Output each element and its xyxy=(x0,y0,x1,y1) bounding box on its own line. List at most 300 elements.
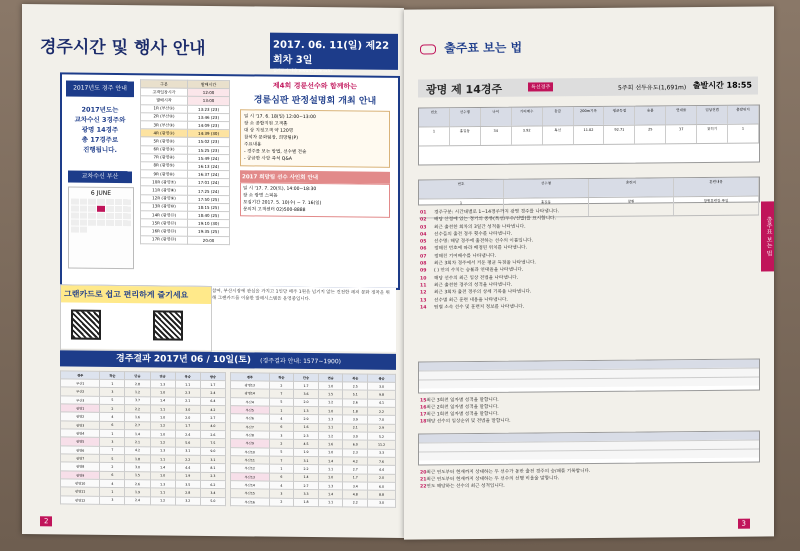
table-cell: 4.5 xyxy=(294,440,319,449)
table-row xyxy=(141,235,230,244)
form-header-cell: 연대율 xyxy=(666,106,697,124)
table-cell: 1.1 xyxy=(318,465,343,474)
form-cell: 1 xyxy=(419,199,504,218)
race-time: 15:49 (24) xyxy=(188,154,230,163)
calendar-day xyxy=(80,206,88,212)
race-label: 2R (부산②) xyxy=(141,112,188,121)
table-cell: 3 xyxy=(269,489,294,498)
table-cell: 3.3 xyxy=(368,449,396,458)
explanation-list xyxy=(420,207,750,312)
calendar-day xyxy=(71,213,79,219)
schedule-line: 진행됩니다. xyxy=(83,145,117,154)
race-time: 20:00 xyxy=(188,236,230,245)
list-number: 16 xyxy=(420,405,427,411)
race-time: 15:02 (23) xyxy=(188,138,230,147)
calendar-day xyxy=(80,220,88,226)
list-number: 10 xyxy=(420,276,427,282)
list-text: 최근 출전한 경주의 성적을 나타냅니다. xyxy=(434,282,513,289)
list-number: 11 xyxy=(420,283,427,289)
table-cell: 1.2 xyxy=(150,438,175,447)
table-cell: 4.0 xyxy=(200,422,225,431)
table-cell: 1.3 xyxy=(150,380,175,389)
table-cell: 2.7 xyxy=(294,481,319,490)
table-cell: 1.2 xyxy=(318,432,343,441)
race-time: 12:00 xyxy=(188,88,230,97)
form-header-cell: 기어배수 xyxy=(512,107,543,125)
table-cell: 1.4 xyxy=(318,490,343,499)
date-line: 2017. 06. 11(일) 제22회차 3일 xyxy=(273,39,390,67)
list-number: 17 xyxy=(420,412,427,418)
list-number: 21 xyxy=(420,477,427,483)
calendar-day xyxy=(71,227,79,233)
table-cell: 2 xyxy=(269,381,294,390)
table-cell: 2.4 xyxy=(200,389,225,398)
table-cell: 1.4 xyxy=(125,430,150,439)
race-time: 17:25 (24) xyxy=(188,187,230,196)
table-cell: 2 xyxy=(100,404,125,413)
table-header: 쌍승 xyxy=(368,374,396,382)
table-cell: 1.1 xyxy=(318,498,343,507)
form-header-cell: 선수명 xyxy=(450,108,481,126)
table-cell: 1.1 xyxy=(150,488,175,497)
list-number: 09 xyxy=(420,268,427,274)
right-page-title: 출주표 보는 법 xyxy=(444,40,523,56)
list-text: 정해진 번호에 따라 배정된 위치를 나타냅니다. xyxy=(434,246,528,252)
race-label: 4R (광명①) xyxy=(141,129,188,138)
table-cell: 1.4 xyxy=(150,396,175,405)
table-cell: 2.7 xyxy=(200,414,225,423)
form-header-cell: 번호 xyxy=(419,180,504,199)
race-badge: 특선경주 xyxy=(528,82,553,91)
table-cell: 4.8 xyxy=(343,490,368,499)
form-header-cell: 훈련지 xyxy=(589,178,674,197)
table-cell: 6.4 xyxy=(200,397,225,406)
result-title: 경주결과 2017년 06 / 10일(토) xyxy=(116,353,252,366)
table-cell: 3.0 xyxy=(368,382,396,391)
table-cell: 3.0 xyxy=(343,432,368,441)
calendar-day xyxy=(115,206,123,212)
table-cell: 7 xyxy=(269,389,294,398)
table-cell: 2.2 xyxy=(343,498,368,507)
calendar-day xyxy=(97,220,105,226)
table-cell: 7.6 xyxy=(368,457,396,466)
table-row xyxy=(231,497,396,507)
table-cell: 1.0 xyxy=(150,430,175,439)
table-cell: 4.4 xyxy=(368,465,396,474)
race-time: 17:50 (25) xyxy=(188,195,230,204)
seminar-line: 장 소 종합지원 고객홀 xyxy=(244,121,288,127)
table-cell: 1.7 xyxy=(200,380,225,389)
table-cell: 3 xyxy=(100,438,125,447)
table-cell: 1.8 xyxy=(125,455,150,464)
table-cell: 4.2 xyxy=(200,405,225,414)
table-cell: 광명5 xyxy=(61,437,100,446)
table-cell: 1.3 xyxy=(318,482,343,491)
table-header: 복승 xyxy=(343,374,368,382)
calendar-day xyxy=(80,199,88,205)
table-header: 구분 xyxy=(141,80,188,89)
table-cell: 1.0 xyxy=(150,388,175,397)
card-promo xyxy=(60,284,396,352)
table-cell: 2.4 xyxy=(125,496,150,505)
race-label: 8R (광명⑤) xyxy=(141,162,188,171)
table-cell: 7 xyxy=(269,456,294,465)
list-text: 경주구분: 시간대별로 1~14경주까지 광명 경주를 나타냅니다. xyxy=(434,209,559,216)
race-time: 13:46 (23) xyxy=(188,113,230,122)
list-text: 최근 연도부터 현재까지 상대하는 두 선수의 선행 비율을 말합니다. xyxy=(426,476,560,483)
seminar-line: - 궁금한 사항 즉석 Q&A xyxy=(244,156,292,162)
table-cell: 3.0 xyxy=(368,499,396,508)
table-cell: 광명8 xyxy=(61,462,100,471)
table-header: 발매시간 xyxy=(188,80,230,89)
table-cell: 1.7 xyxy=(343,473,368,482)
race-time: 15:25 (23) xyxy=(188,146,230,155)
race-time: 14:09 (23) xyxy=(188,121,230,130)
table-cell: 7 xyxy=(100,446,125,455)
list-text: 최근 3회차 경주에서 거둔 평균 득점을 나타냅니다. xyxy=(434,260,536,267)
table-cell: 부산5 xyxy=(231,406,270,415)
table-cell: 6 xyxy=(269,423,294,432)
table-cell: 광명2 xyxy=(61,412,100,421)
seminar-line: 참석자 문화팀장, 희망팀(P) xyxy=(244,135,298,141)
calendar-day xyxy=(106,199,114,205)
table-cell: 3.4 xyxy=(343,482,368,491)
page-number: 2 xyxy=(40,516,52,526)
results-table-left xyxy=(60,370,226,506)
calendar-day xyxy=(115,199,123,205)
table-cell: 2.2 xyxy=(294,465,319,474)
table-cell: 부산7 xyxy=(231,422,270,431)
table-cell: 2.1 xyxy=(343,424,368,433)
race-label: 발매시작 xyxy=(141,96,188,105)
list-text: 팀별 소속 선수 및 훈련지 정보를 나타냅니다. xyxy=(434,304,525,311)
table-cell: 7.5 xyxy=(200,439,225,448)
table-cell: 3.9 xyxy=(343,415,368,424)
calendar-day xyxy=(106,206,114,212)
table-cell: 1.0 xyxy=(150,471,175,480)
table-cell: 2.7 xyxy=(125,421,150,430)
calendar xyxy=(68,186,134,269)
schedule-line: 총 17경주로 xyxy=(81,135,119,145)
calendar-day xyxy=(115,220,123,226)
table-cell: 부산3 xyxy=(61,396,100,405)
calendar-day xyxy=(88,206,96,212)
event-details xyxy=(240,182,390,218)
list-text: ( ) 안의 수치는 승률과 연대율을 나타냅니다. xyxy=(434,267,524,274)
table-cell: 6 xyxy=(100,421,125,430)
list-text: 최근 3회차 출전 경주의 상세 기록을 나타냅니다. xyxy=(434,289,532,296)
footnotes-a xyxy=(420,395,750,426)
race-label: 9R (광명⑥) xyxy=(141,170,188,179)
table-cell: 2.1 xyxy=(125,438,150,447)
qr-code-icon[interactable] xyxy=(153,310,183,340)
card-note: 참여, 부산시장에 관심을 가지고 1인당 매주 1원을 넘기지 않는 건전한 레저 문화 정착을 위해 그랜카드를 이용한 발매시스템을 운영중입니다. xyxy=(212,288,390,303)
list-text: 최근 2회전 일자별 성적을 말합니다. xyxy=(426,404,499,411)
list-number: 01 xyxy=(420,210,427,216)
table-header: 쌍승 xyxy=(200,372,225,380)
table-cell: 광명3 xyxy=(61,421,100,430)
training-form xyxy=(418,177,760,206)
form-cell: 11.02 xyxy=(574,126,605,144)
date-box xyxy=(270,33,398,74)
table-cell: 광명10 xyxy=(61,479,100,488)
table-cell: 2 xyxy=(269,498,294,507)
race-time: 18:15 (25) xyxy=(188,203,230,212)
table-cell: 1.9 xyxy=(125,488,150,497)
table-cell: 5 xyxy=(100,396,125,405)
list-text: 해당 선수의 최근 입상 전법을 나타냅니다. xyxy=(434,275,519,282)
table-cell: 1 xyxy=(100,488,125,497)
event-line: 모집기간 2017. 5. 10(수) ~ 7. 16(일) xyxy=(243,200,322,207)
schedule-text xyxy=(68,104,132,155)
table-cell: 2.0 xyxy=(294,398,319,407)
table-cell: 1.3 xyxy=(318,415,343,424)
list-number: 15 xyxy=(420,398,427,404)
cross-receive-title: 교차수신 부산 xyxy=(68,170,132,183)
list-text: 최근 출전한 회차의 3일간 성적을 나타냅니다. xyxy=(434,224,526,230)
date-small: 일러두기 내용 www.kcycle.or.kr xyxy=(273,67,333,74)
list-number: 02 xyxy=(420,217,427,223)
form-header-cell: 200m기록 xyxy=(574,107,605,125)
form-header-cell: 등급 xyxy=(543,107,574,125)
race-label: 12R (광명⑨) xyxy=(141,194,188,203)
form-cell: 25 xyxy=(635,125,666,143)
table-cell: 1.5 xyxy=(318,390,343,399)
list-number: 22 xyxy=(420,484,427,490)
table-cell: 6 xyxy=(269,473,294,482)
race-time: 17:01 (24) xyxy=(188,178,230,187)
results-table-right xyxy=(230,372,396,508)
table-header: 착순 xyxy=(100,371,125,379)
table-cell: 3 xyxy=(100,496,125,505)
table-cell: 1.3 xyxy=(150,480,175,489)
table-header: 복승 xyxy=(175,372,200,380)
table-cell: 5 xyxy=(269,398,294,407)
table-cell: 5.2 xyxy=(368,432,396,441)
table-cell: 부산14 xyxy=(231,481,270,490)
table-cell: 9.8 xyxy=(368,390,396,399)
table-cell: 4 xyxy=(100,479,125,488)
event-line: 일 시 '17. 7. 20(토), 14:00~18:30 xyxy=(243,186,317,193)
table-row xyxy=(61,495,226,505)
form-cell: 34 xyxy=(481,127,512,145)
table-cell: 1 xyxy=(100,429,125,438)
list-text: 연도 해당하는 선수의 최근 성적입니다. xyxy=(426,483,505,490)
bicycle-icon xyxy=(420,44,436,54)
race-header-bar xyxy=(418,77,758,98)
table-cell: 3.0 xyxy=(175,405,200,414)
qr-code-icon[interactable] xyxy=(71,310,101,340)
seminar-notice xyxy=(240,80,390,278)
table-header: 경주 xyxy=(61,371,100,379)
calendar-day xyxy=(97,206,105,212)
table-cell: 1.2 xyxy=(318,398,343,407)
calendar-day xyxy=(123,220,131,226)
table-cell: 2.3 xyxy=(175,388,200,397)
table-cell: 2.0 xyxy=(175,413,200,422)
table-cell: 3.0 xyxy=(125,463,150,472)
race-label: 7R (광명④) xyxy=(141,153,188,162)
result-subtitle: (경주결과 안내: 1577~1900) xyxy=(260,357,342,366)
form-header-cell: 출발위치 xyxy=(728,106,759,124)
table-cell: 4.2 xyxy=(343,457,368,466)
calendar-day xyxy=(88,213,96,219)
seminar-title: 경륜심판 판정설명회 개최 안내 xyxy=(253,95,377,107)
race-label: 15R (광명⑫) xyxy=(141,219,188,228)
table-cell: 5.0 xyxy=(200,497,225,506)
right-title-wrap xyxy=(420,39,522,57)
table-cell: 부산6 xyxy=(231,414,270,423)
entry-form-row xyxy=(419,125,759,147)
list-number: 07 xyxy=(420,254,427,260)
table-cell: 2.6 xyxy=(343,399,368,408)
table-cell: 1.2 xyxy=(150,421,175,430)
table-cell: 4.2 xyxy=(125,446,150,455)
page-number: 3 xyxy=(738,519,750,529)
seminar-line: 일 시 '17. 6. 18(일) 12:00~13:00 xyxy=(244,114,316,121)
form-cell: 3.92 xyxy=(512,126,543,144)
schedule-line: 광명 14경주 xyxy=(81,125,119,135)
calendar-day xyxy=(123,213,131,219)
table-cell: 부산15 xyxy=(231,489,270,498)
table-cell: 4 xyxy=(269,481,294,490)
calendar-day xyxy=(115,213,123,219)
list-text: 최근 연도부터 현재까지 상대하는 두 선수가 동반 출전 경주의 승/패를 기록합니다. xyxy=(426,468,591,476)
list-number: 20 xyxy=(420,470,427,476)
table-cell: 5.1 xyxy=(343,390,368,399)
calendar-day xyxy=(106,220,114,226)
list-number: 04 xyxy=(420,232,427,238)
table-cell: 3.1 xyxy=(200,455,225,464)
list-number: 05 xyxy=(420,239,427,245)
form-cell: 1 xyxy=(728,125,759,143)
table-cell: 6.0 xyxy=(343,440,368,449)
table-cell: 5 xyxy=(269,448,294,457)
seminar-details xyxy=(240,109,390,168)
table-cell: 5.6 xyxy=(175,438,200,447)
race-meta: 5주회 선두유도(1,691m) xyxy=(618,84,687,92)
departure-time: 출발시간 18:55 xyxy=(692,80,752,91)
footnotes-b xyxy=(420,467,750,491)
table-cell: 1.1 xyxy=(150,455,175,464)
table-cell: 1.9 xyxy=(294,448,319,457)
list-text: 선수명: 해당 경주에 출전하는 선수의 이름입니다. xyxy=(434,238,534,245)
table-header: 단승 xyxy=(125,372,150,380)
table-cell: 2.2 xyxy=(175,455,200,464)
table-cell: 3.2 xyxy=(175,497,200,506)
table-cell: 1.4 xyxy=(318,457,343,466)
list-text: 선수별 최근 훈련 내용을 나타냅니다. xyxy=(434,297,508,303)
form-cell: 특선 xyxy=(543,126,574,144)
table-cell: 7.0 xyxy=(368,415,396,424)
race-time: 19:10 (30) xyxy=(188,219,230,228)
table-cell: 2.0 xyxy=(368,474,396,483)
table-cell: 4 xyxy=(269,414,294,423)
form-header-cell: 나이 xyxy=(481,108,512,126)
table-cell: 1.0 xyxy=(150,413,175,422)
calendar-day xyxy=(123,199,131,205)
calendar-day xyxy=(106,213,114,219)
table-cell: 1.4 xyxy=(150,463,175,472)
table-header: 경주 xyxy=(231,373,270,381)
card-title: 그랜카드로 쉽고 편리하게 즐기세요 xyxy=(61,285,211,304)
side-tab[interactable]: 출주표 보는 법 xyxy=(761,201,774,271)
table-cell: 부산12 xyxy=(231,464,270,473)
race-time: 19:35 (25) xyxy=(188,228,230,237)
results-tables xyxy=(60,370,396,508)
table-cell: 4.1 xyxy=(368,399,396,408)
table-cell: 광명7 xyxy=(61,454,100,463)
seminar-head: 제4회 경륜선수와 함께하는 xyxy=(272,81,358,91)
list-number: 08 xyxy=(420,261,427,267)
table-cell: 1.8 xyxy=(294,498,319,507)
table-cell: 1.2 xyxy=(125,388,150,397)
table-cell: 1.1 xyxy=(150,405,175,414)
calendar-day xyxy=(88,199,96,205)
table-header: 착순 xyxy=(269,373,294,381)
form-cell: 창원훈련장 투입 xyxy=(674,197,759,216)
table-cell: 1.6 xyxy=(318,440,343,449)
result-header xyxy=(60,350,396,370)
form-cell: 37 xyxy=(666,125,697,143)
list-text: 선수들의 출전 경주 횟수를 나타냅니다. xyxy=(434,231,513,238)
form-header-cell: 번호 xyxy=(419,108,450,126)
race-label: 13R (광명⑩) xyxy=(141,203,188,212)
race-time: 18:40 (25) xyxy=(188,211,230,220)
table-cell: 3.7 xyxy=(125,396,150,405)
race-label: 14R (광명⑪) xyxy=(141,211,188,220)
race-label: 6R (광명③) xyxy=(141,145,188,154)
table-cell: 1.0 xyxy=(318,407,343,416)
table-cell: 1.3 xyxy=(150,446,175,455)
seminar-line: 주요내용 xyxy=(244,142,262,148)
calendar-day xyxy=(71,220,79,226)
race-label: 17R (광명⑭) xyxy=(141,235,188,244)
seminar-line: - 경주를 보는 방법, 선수별 전술 xyxy=(244,149,307,155)
list-text: 최근 3회전 일자별 성적을 말합니다. xyxy=(426,397,499,404)
table-cell: 6 xyxy=(100,471,125,480)
table-cell: 1.7 xyxy=(294,381,319,390)
table-cell: 2.8 xyxy=(125,380,150,389)
table-cell: 1.8 xyxy=(343,407,368,416)
table-cell: 6.0 xyxy=(368,482,396,491)
table-cell: 광명1 xyxy=(61,404,100,413)
table-cell: 광명9 xyxy=(61,471,100,480)
calendar-day xyxy=(71,199,79,205)
table-cell: 2 xyxy=(269,439,294,448)
table-cell: 광명11 xyxy=(61,487,100,496)
table-cell: 2.3 xyxy=(200,472,225,481)
race-label: 11R (광명⑧) xyxy=(141,186,188,195)
table-cell: 8.1 xyxy=(200,464,225,473)
form-header-cell: 훈련내용 xyxy=(674,178,759,197)
race-time: 13:00 xyxy=(188,97,230,106)
table-cell: 광명14 xyxy=(231,389,270,398)
table-cell: 2 xyxy=(100,463,125,472)
table-cell: 2.9 xyxy=(294,415,319,424)
calendar-day xyxy=(97,213,105,219)
event-line: 장 소 광명 스피돔 xyxy=(243,193,278,199)
table-cell: 2.9 xyxy=(368,424,396,433)
table-cell: 11.2 xyxy=(368,440,396,449)
table-cell: 1.6 xyxy=(125,413,150,422)
list-number: 14 xyxy=(420,305,427,311)
table-cell: 3.4 xyxy=(200,489,225,498)
table-cell: 2.5 xyxy=(343,382,368,391)
race-name: 광명 제 14경주 xyxy=(426,82,503,97)
table-cell: 2.2 xyxy=(125,405,150,414)
table-cell: 부산2 xyxy=(61,387,100,396)
